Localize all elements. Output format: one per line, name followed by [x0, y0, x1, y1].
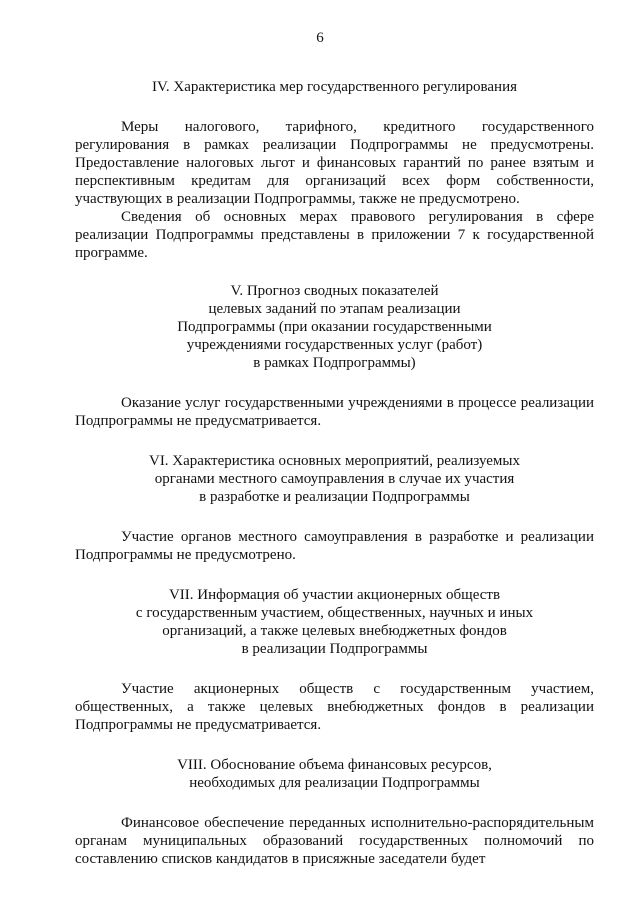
paragraph: Финансовое обеспечение переданных исполнительно-распорядительным органам муниципальных образований государственных полномочий по составлению списков кандидатов в присяжные заседатели будет — [75, 815, 594, 867]
heading-line: в разработке и реализации Подпрограммы — [199, 489, 470, 505]
section-heading-viii — [75, 756, 594, 792]
heading-line: учреждениями государственных услуг (работ) — [186, 337, 483, 353]
heading-line: органами местного самоуправления в случае их участия — [154, 471, 515, 487]
document-body — [75, 78, 594, 868]
heading-line: в рамках Подпрограммы) — [253, 355, 416, 371]
heading-line: Подпрограммы (при оказании государственными — [177, 319, 492, 335]
heading-line: необходимых для реализации Подпрограммы — [189, 775, 480, 791]
heading-line: VI. Характеристика основных мероприятий, реализуемых — [148, 453, 520, 469]
section-heading-vi — [75, 452, 594, 506]
heading-line: организаций, а также целевых внебюджетных фондов — [162, 623, 507, 639]
paragraph: Оказание услуг государственными учреждениями в процессе реализации Подпрограммы не предусматривается. — [75, 395, 594, 429]
heading-line: IV. Характеристика мер государственного регулирования — [151, 79, 518, 95]
heading-line: целевых заданий по этапам реализации — [208, 301, 461, 317]
paragraph: Сведения об основных мерах правового регулирования в сфере реализации Подпрограммы представлены в приложении 7 к государственной программе. — [75, 209, 594, 261]
heading-line: в реализации Подпрограммы — [241, 641, 428, 657]
page-number: 6 — [316, 30, 324, 46]
paragraph: Участие акционерных обществ с государственным участием, общественных, а также целевых внебюджетных фондов в реализации Подпрограммы не предусматривается. — [75, 681, 594, 733]
heading-line: с государственным участием, общественных, научных и иных — [135, 605, 534, 621]
heading-line: V. Прогноз сводных показателей — [230, 283, 439, 299]
heading-line: VII. Информация об участии акционерных обществ — [168, 587, 501, 603]
heading-line: VIII. Обоснование объема финансовых ресурсов, — [177, 757, 492, 773]
section-heading-vii — [75, 586, 594, 658]
section-heading-v — [75, 282, 594, 372]
paragraph: Участие органов местного самоуправления в разработке и реализации Подпрограммы не предусмотрено. — [75, 529, 594, 563]
paragraph: Меры налогового, тарифного, кредитного государственного регулирования в рамках реализации Подпрограммы не предусмотрены. Предоставление налоговых льгот и финансовых гарантий по ранее взятым и перспективным кредитам для организаций всех форм собственности, участвующих в реализации Подпрограммы, также не предусмотрено. — [75, 119, 594, 207]
section-heading-iv — [75, 78, 594, 96]
